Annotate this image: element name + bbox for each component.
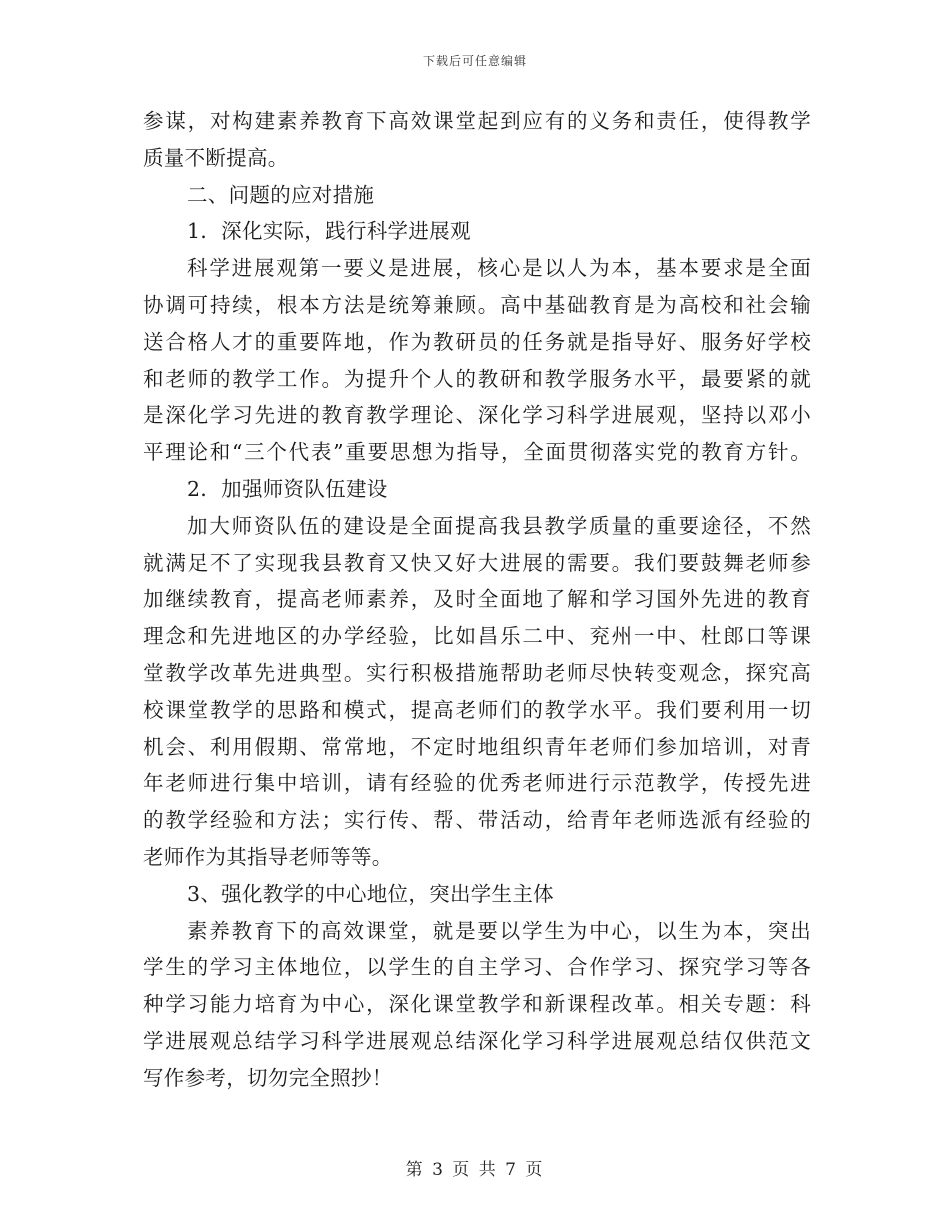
page-footer: 第 3 页 共 7 页	[405, 1160, 545, 1180]
text-line: 就满足不了实现我县教育又快又好大进展的需要。我们要鼓舞老师参	[143, 550, 811, 575]
text-line: 3、强化教学的中心地位，突出学生主体	[187, 881, 554, 906]
document-body	[143, 103, 811, 1097]
text-line: 年老师进行集中培训，请有经验的优秀老师进行示范教学，传授先进	[143, 771, 811, 796]
text-line: 送合格人才的重要阵地，作为教研员的任务就是指导好、服务好学校	[143, 329, 811, 354]
text-line: 的教学经验和方法；实行传、帮、带活动，给青年老师选派有经验的	[143, 808, 811, 833]
text-line: 加大师资队伍的建设是全面提高我县教学质量的重要途径，不然	[187, 513, 811, 538]
text-line: 素养教育下的高效课堂，就是要以学生为中心，以生为本，突出	[187, 918, 811, 943]
text-line: 写作参考，切勿完全照抄！	[143, 1065, 393, 1090]
text-line: 老师作为其指导老师等等。	[143, 844, 393, 869]
text-line: 2．加强师资队伍建设	[187, 476, 388, 501]
text-line: 学生的学习主体地位，以学生的自主学习、合作学习、探究学习等各	[143, 955, 811, 980]
text-line: 科学进展观第一要义是进展，核心是以人为本，基本要求是全面	[187, 256, 811, 281]
text-line: 堂教学改革先进典型。实行积极措施帮助老师尽快转变观念，探究高	[143, 660, 811, 685]
text-line: 质量不断提高。	[143, 145, 289, 170]
text-line: 加继续教育，提高老师素养，及时全面地了解和学习国外先进的教育	[143, 587, 811, 612]
text-line: 参谋，对构建素养教育下高效课堂起到应有的义务和责任，使得教学	[143, 109, 811, 133]
text-line: 种学习能力培育为中心，深化课堂教学和新课程改革。相关专题：科	[143, 992, 811, 1017]
text-line: 是深化学习先进的教育教学理论、深化学习科学进展观，坚持以邓小	[143, 403, 811, 428]
text-line: 机会、利用假期、常常地，不定时地组织青年老师们参加培训，对青	[143, 734, 811, 759]
text-line: 二、问题的应对措施	[187, 182, 375, 207]
page-header: 下载后可任意编辑	[422, 54, 527, 68]
text-line: 协调可持续，根本方法是统筹兼顾。高中基础教育是为高校和社会输	[143, 292, 811, 317]
text-line: 平理论和“三个代表”重要思想为指导，全面贯彻落实党的教育方针。	[143, 440, 811, 465]
text-line: 校课堂教学的思路和模式，提高老师们的教学水平。我们要利用一切	[143, 697, 811, 722]
text-line: 理念和先进地区的办学经验，比如昌乐二中、兖州一中、杜郎口等课	[143, 624, 811, 649]
text-line: 学进展观总结学习科学进展观总结深化学习科学进展观总结仅供范文	[143, 1028, 811, 1053]
text-line: 1．深化实际，践行科学进展观	[187, 219, 471, 244]
text-line: 和老师的教学工作。为提升个人的教研和教学服务水平，最要紧的就	[143, 366, 811, 391]
